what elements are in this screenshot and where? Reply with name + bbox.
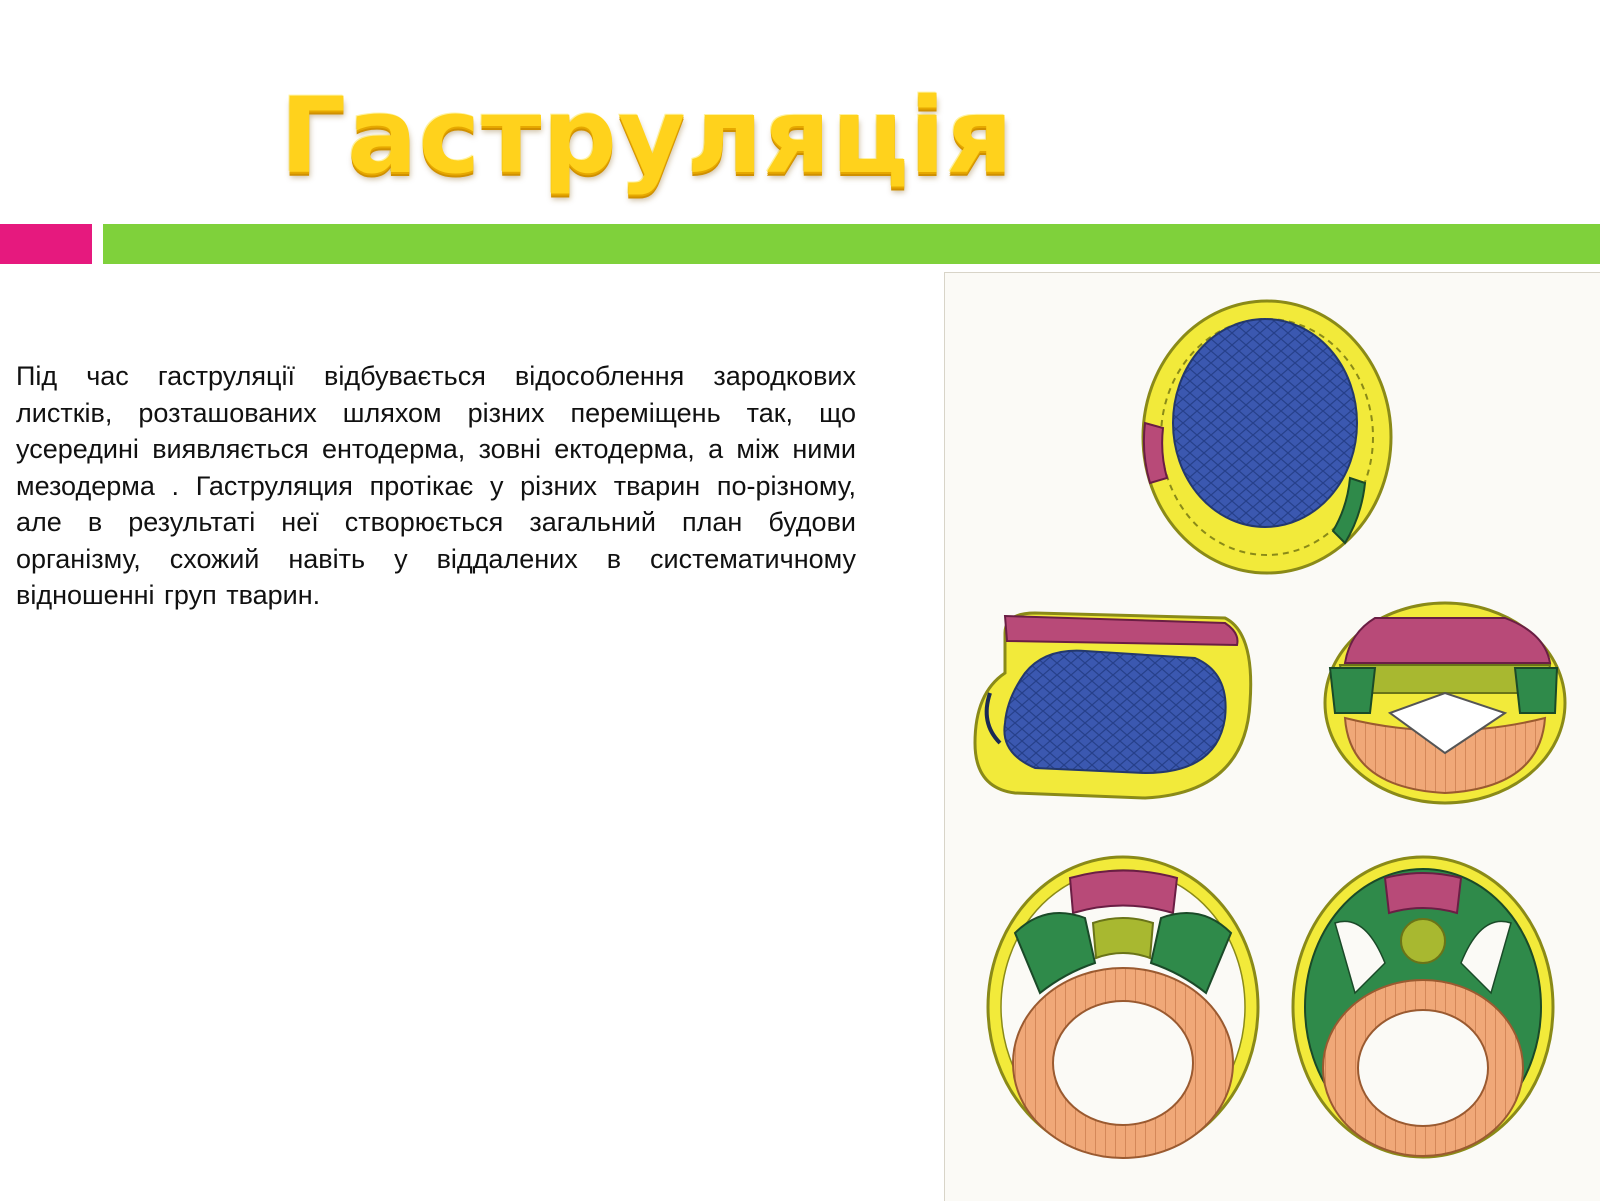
- stage-neurula-b: [1293, 857, 1553, 1157]
- gastrulation-svg: [945, 273, 1600, 1201]
- slide-title: Гаструляція: [280, 75, 1015, 197]
- accent-bar-green: [103, 224, 1600, 264]
- slide-body-text: Під час гаструляції відбувається відособлення зародкових листків, розташованих шляхом різних переміщень так, що усередині виявляється ентодерма, зовні ектодерма, а між ними мезодерма . Гаструляция протікає у різних тварин по-різному, але в результаті неї створюється загальний план будови організму, схожий навіть у віддалених в систематичному відношенні груп тварин.: [16, 361, 856, 610]
- stage-early-gastrula-b: [1325, 603, 1565, 803]
- stage-neurula-a: [988, 857, 1258, 1158]
- stage-blastula: [1143, 301, 1391, 573]
- stage-early-gastrula-a: [975, 613, 1251, 798]
- accent-bar-pink: [0, 224, 92, 264]
- gastrulation-stages-illustration: [944, 272, 1600, 1201]
